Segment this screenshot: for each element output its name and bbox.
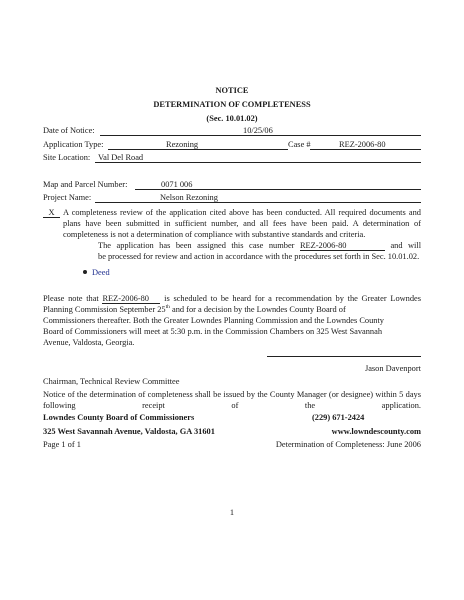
hearing-line1 [43,293,421,304]
document-page [43,0,421,600]
site-location-value: Val Del Road [98,153,144,162]
map-parcel-row [43,180,421,192]
completeness-mark: X [43,208,60,218]
footer-row-3 [43,440,421,452]
site-location-row [43,153,421,165]
bullet-dot-icon [83,270,87,274]
hearing-case-number: REZ-2006-80 [102,294,160,304]
footer-form-date: Determination of Completeness: June 2006 [275,440,421,449]
footer-address: 325 West Savannah Avenue, Valdosta, GA 31601 [43,427,215,436]
page-number: 1 [229,508,235,517]
project-name-value: Nelson Rezoning [160,193,218,202]
signature-name: Jason Davenport [364,364,421,373]
case-assigned-post: and will [390,241,422,250]
map-parcel-label: Map and Parcel Number: [43,180,128,189]
application-type-row [43,140,421,152]
hearing-line2-post: and for a decision by the Lowndes County Board of [171,305,346,314]
application-type-label: Application Type: [43,140,104,149]
date-of-notice-row [43,126,421,138]
hearing-pre: Please note that [43,294,99,303]
project-name-line [95,193,421,203]
footer-row-2 [43,427,421,439]
hearing-line1-post: is scheduled to be heard for a recommendation by the Greater Lowndes [164,294,422,303]
notice-title: NOTICE [215,86,249,95]
site-location-label: Site Location: [43,153,91,162]
signature-title: Chairman, Technical Review Committee [43,377,180,386]
site-location-line [95,153,421,163]
completeness-paragraph: A completeness review of the application cited above has been conducted. All required documents and plans have been submitted in sufficient number, and all fees have been paid. A determination of completeness is not a determination of compliance with substantive standards and criteria. [63,208,421,240]
footer-row-1 [43,413,421,425]
date-of-notice-label: Date of Notice: [43,126,95,135]
map-parcel-value: 0071 006 [161,180,193,189]
footer-org: Lowndes County Board of Commissioners [43,413,195,422]
hearing-line2-sup: th [165,304,170,311]
footer-page-count: Page 1 of 1 [43,440,81,449]
case-assigned-line2: be processed for review and action in accordance with the procedures set forth in Sec. 10.01.02. [98,252,420,261]
date-of-notice-value: 10/25/06 [243,126,273,135]
case-number-label: Case # [288,140,311,149]
footer-website[interactable]: www.lowndescounty.com [331,427,421,436]
hearing-rest: Commissioners thereafter. Both the Greater Lowndes Planning Commission and the Lowndes County Board of Commissioners will meet at 5:30 p.m. in the Commission Chambers on 325 West Savannah Avenue, Valdosta, Georgia. [43,316,384,348]
notice-subtitle: DETERMINATION OF COMPLETENESS [153,100,311,109]
section-reference: (Sec. 10.01.02) [206,114,258,123]
completeness-checkbox [43,207,61,218]
attachment-bullet [83,268,110,277]
project-name-row [43,193,421,205]
case-number-value: REZ-2006-80 [339,140,386,149]
case-assigned-number: REZ-2006-80 [300,241,385,251]
case-assigned-line1 [98,240,421,251]
notice-timing-text: Notice of the determination of completeness shall be issued by the County Manager (or designee) within 5 days following receipt of the application. [43,390,421,411]
footer-phone: (229) 671-2424 [312,413,365,422]
case-assigned-pre: The application has been assigned this case number [98,241,295,250]
project-name-label: Project Name: [43,193,92,202]
hearing-line2-pre: Planning Commission September 25 [43,305,166,314]
hearing-line2 [43,304,421,315]
signature-line [267,355,421,357]
application-type-value: Rezoning [166,140,199,149]
deed-link[interactable]: Deed [92,268,110,277]
